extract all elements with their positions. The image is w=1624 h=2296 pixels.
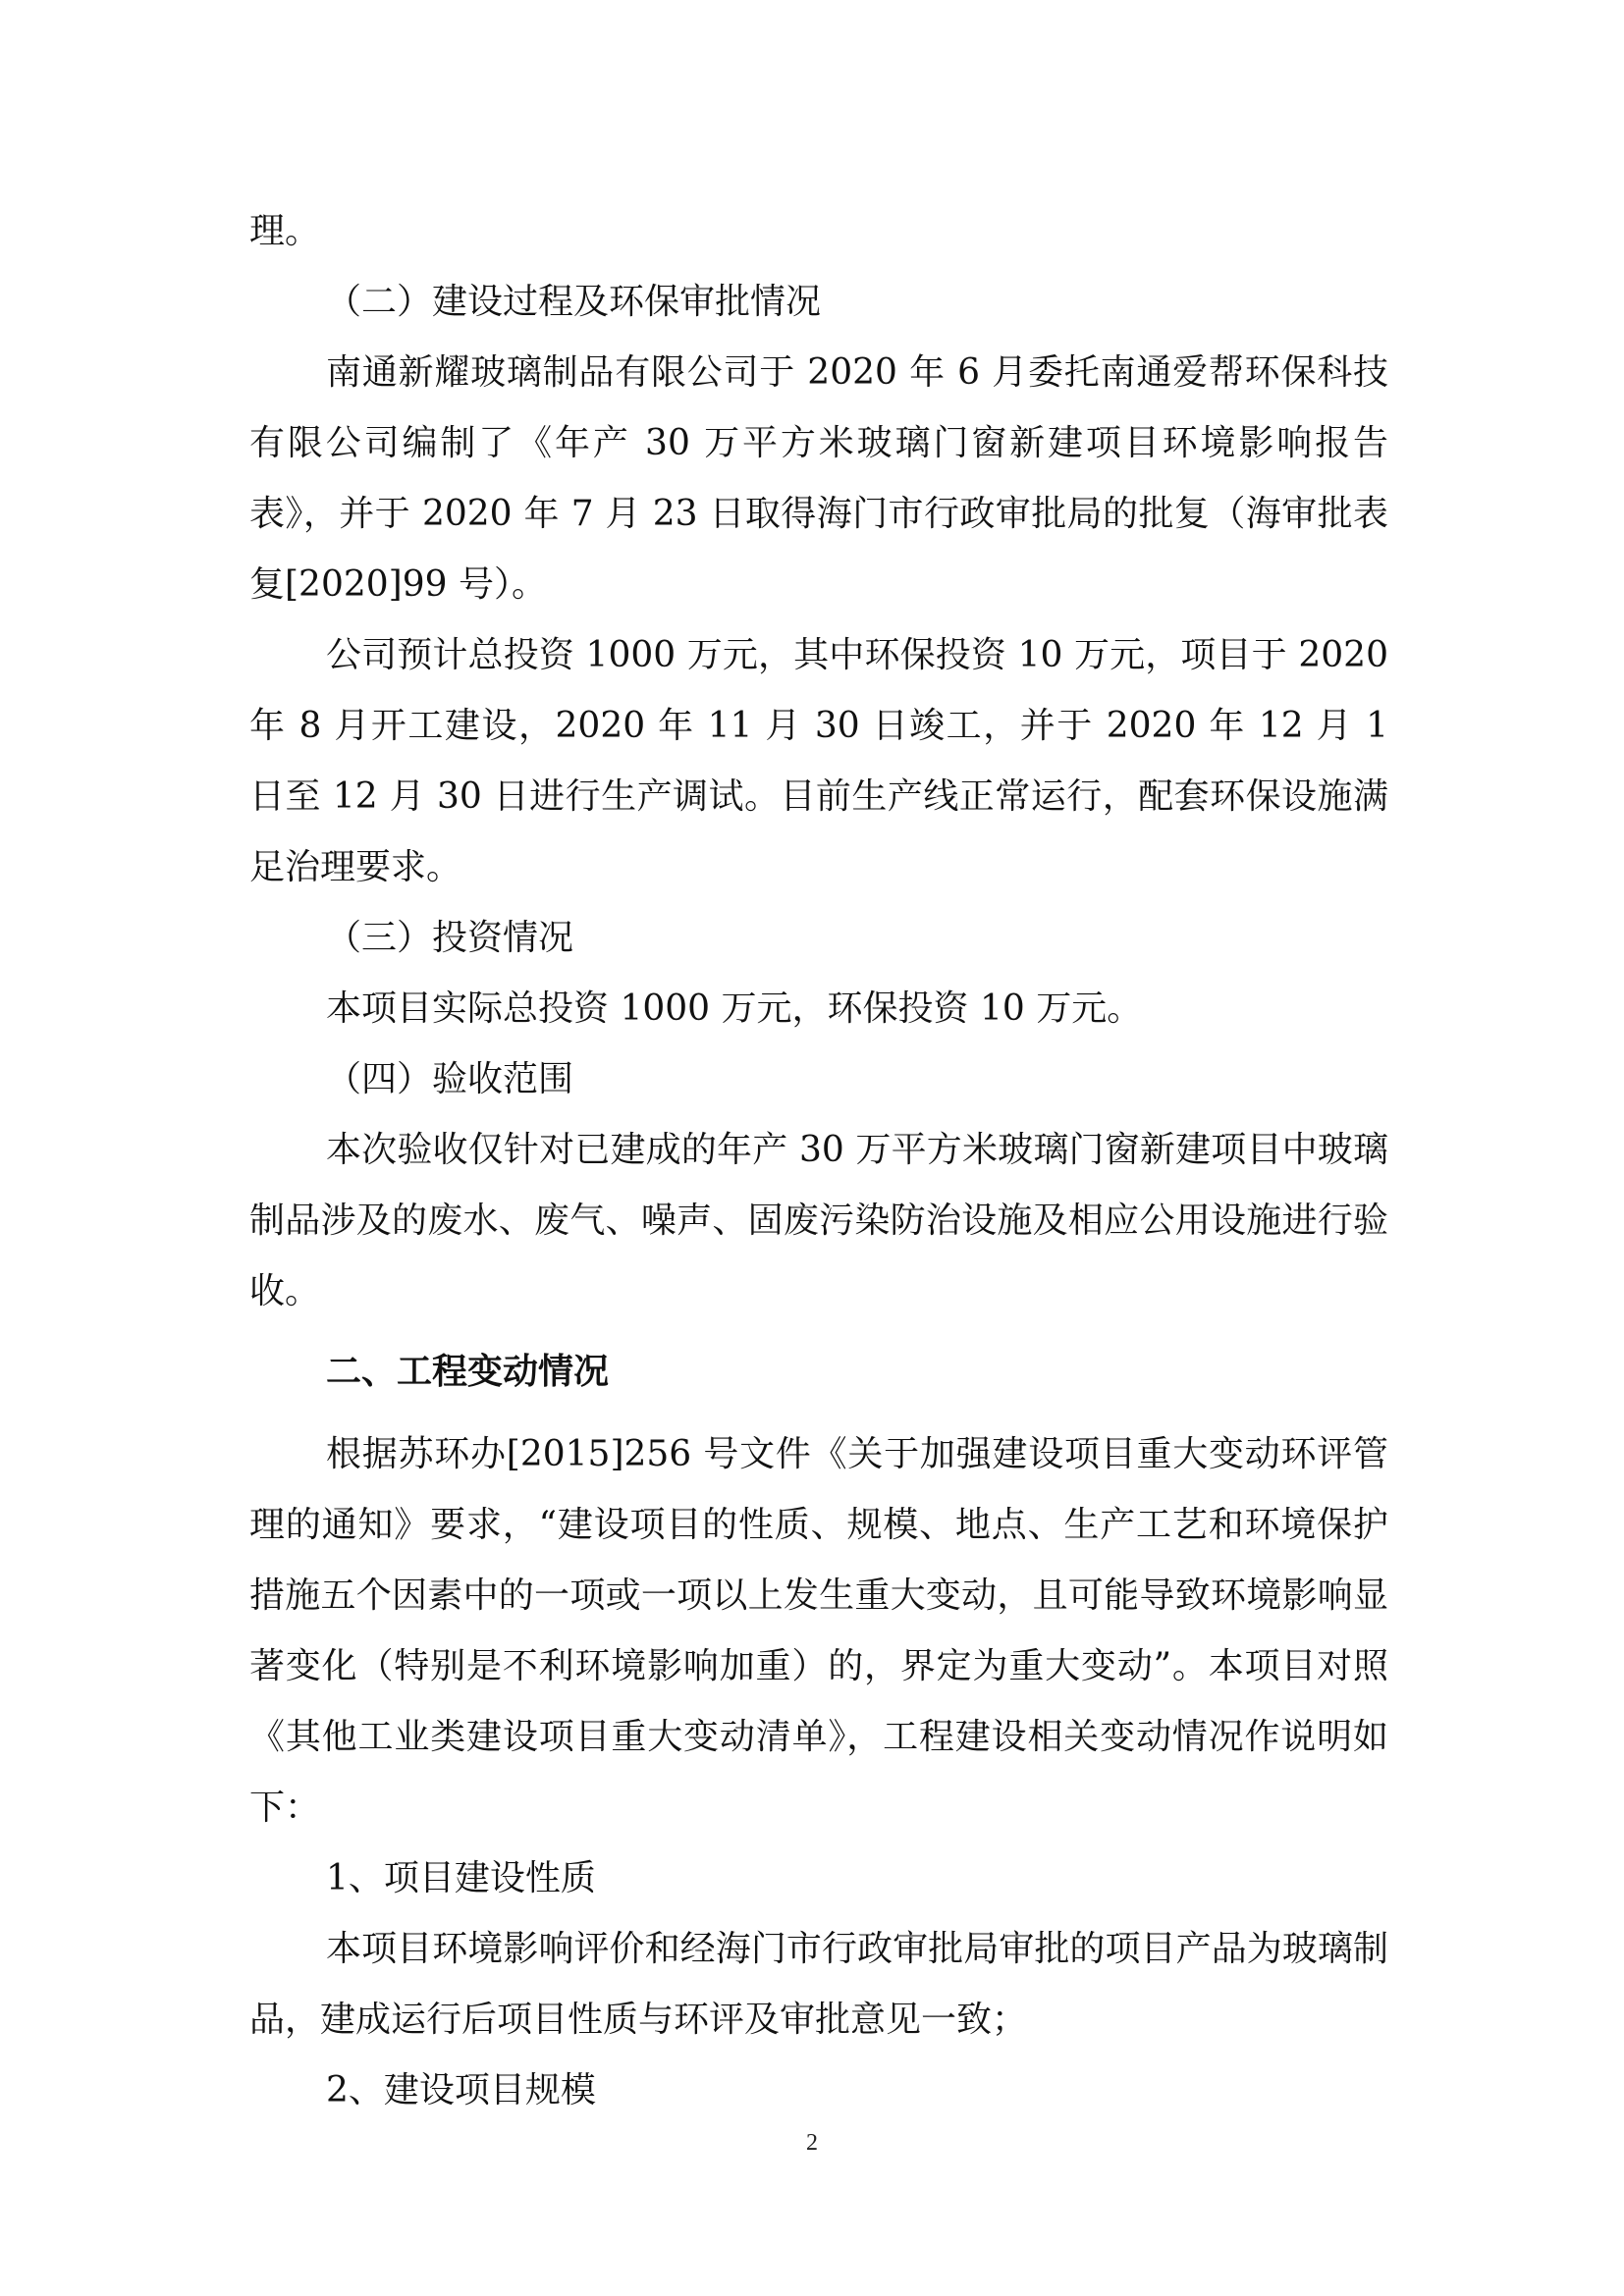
paragraph-project-nature: 本项目环境影响评价和经海门市行政审批局审批的项目产品为玻璃制品，建成运行后项目性质与环评及审批意见一致； — [249, 1929, 1388, 2040]
paragraph-major-change-definition: 根据苏环办[2015]256 号文件《关于加强建设项目重大变动环评管理的通知》要求，“建设项目的性质、规模、地点、生产工艺和环境保护措施五个因素中的一项或一项以上发生重大变动，且可能导致环境影响显著变化（特别是不利环境影响加重）的，界定为重大变动”。本项目对照《其他工业类建设项目重大变动清单》，工程建设相关变动情况作说明如下： — [249, 1434, 1388, 1828]
page-number: 2 — [806, 2130, 818, 2156]
document-body — [249, 196, 1388, 2126]
subheading-acceptance-scope: （四）验收范围 — [326, 1059, 574, 1099]
subheading-construction-process: （二）建设过程及环保审批情况 — [326, 282, 822, 322]
paragraph-investment-schedule: 公司预计总投资 1000 万元，其中环保投资 10 万元，项目于 2020 年 8 月开工建设，2020 年 11 月 30 日竣工，并于 2020 年 12 月 1 日至 12 月 30 日进行生产调试。目前生产线正常运行，配套环保设施满足治理要求。 — [249, 635, 1388, 887]
subheading-project-nature: 1、项目建设性质 — [326, 1858, 596, 1898]
section-heading-engineering-changes: 二、工程变动情况 — [326, 1352, 610, 1392]
subheading-project-scale: 2、建设项目规模 — [326, 2070, 596, 2110]
subheading-investment: （三）投资情况 — [326, 918, 574, 958]
paragraph-acceptance-scope: 本次验收仅针对已建成的年产 30 万平方米玻璃门窗新建项目中玻璃制品涉及的废水、废气、噪声、固废污染防治设施及相应公用设施进行验收。 — [249, 1130, 1388, 1311]
paragraph-continuation: 理。 — [249, 211, 321, 251]
paragraph-actual-investment: 本项目实际总投资 1000 万元，环保投资 10 万元。 — [326, 988, 1143, 1029]
paragraph-eia-approval: 南通新耀玻璃制品有限公司于 2020 年 6 月委托南通爱帮环保科技有限公司编制了《年产 30 万平方米玻璃门窗新建项目环境影响报告表》，并于 2020 年 7 月 23 日取得海门市行政审批局的批复（海审批表复[2020]99 号）。 — [249, 352, 1388, 605]
